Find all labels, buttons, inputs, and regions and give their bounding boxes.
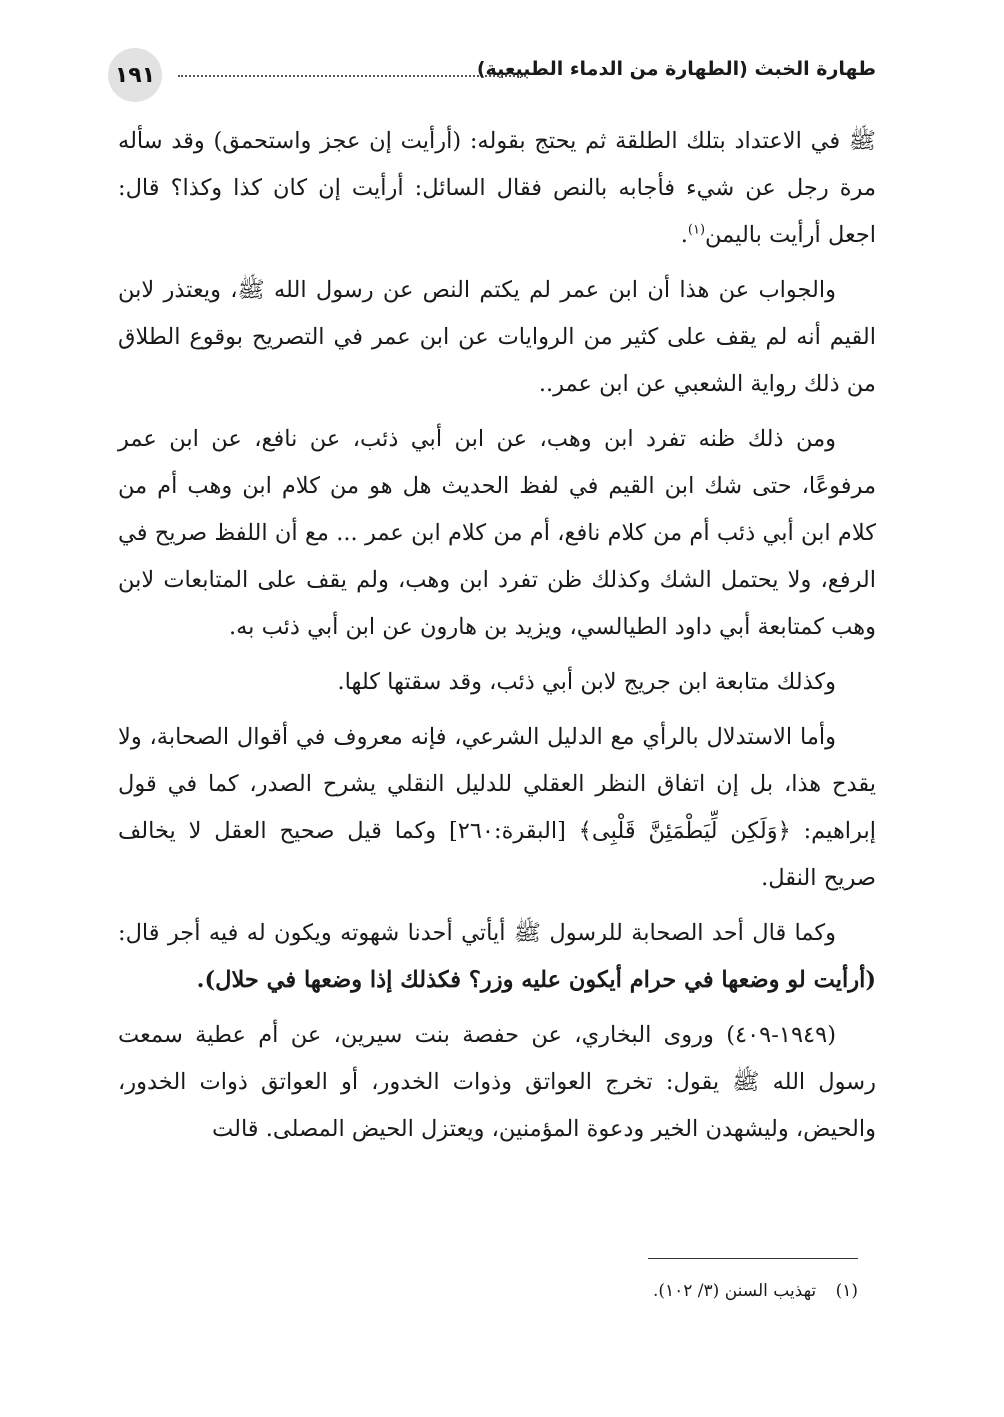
paragraph-text: وكذلك متابعة ابن جريج لابن أبي ذئب، وقد سقتها كلها. (337, 669, 836, 695)
paragraph-text: وكما قال أحد الصحابة للرسول ﷺ أيأتي أحدنا شهوته ويكون له فيه أجر قال: (118, 920, 836, 946)
footnote-reference[interactable]: (١) (687, 222, 706, 238)
paragraph-text: ﷺ في الاعتداد بتلك الطلقة ثم يحتج بقوله: (أرأيت إن عجز واستحمق) وقد سأله مرة رجل عن شيء فأجابه بالنص فقال السائل: أرأيت إن كان كذا وكذا؟ قال: اجعل أرأيت باليمن (118, 128, 876, 248)
footnote-divider (648, 1258, 858, 1259)
page-number: ١٩١ (108, 48, 162, 102)
paragraph-1 (118, 118, 876, 259)
footnote-mark: (١) (835, 1281, 858, 1301)
paragraph-7 (118, 1012, 876, 1153)
bold-quote: (أرأيت لو وضعها في حرام أيكون عليه وزر؟ فكذلك إذا وضعها في حلال). (196, 967, 876, 993)
paragraph-4 (118, 659, 876, 706)
body-text (118, 118, 876, 1161)
footnote (118, 1276, 858, 1306)
page-header (108, 40, 876, 100)
paragraph-2 (118, 267, 876, 408)
paragraph-3 (118, 416, 876, 651)
running-title: طهارة الخبث (الطهارة من الدماء الطبيعية) (476, 58, 876, 80)
paragraph-6 (118, 910, 876, 1004)
paragraph-tail: . (680, 222, 688, 248)
paragraph-5 (118, 714, 876, 902)
paragraph-text: ومن ذلك ظنه تفرد ابن وهب، عن ابن أبي ذئب، عن نافع، عن ابن عمر مرفوعًا، حتى شك ابن القيم في لفظ الحديث هل هو من كلام ابن وهب أم من كلام ابن أبي ذئب أم من كلام نافع، أم من كلام ابن عمر ... مع أن اللفظ صريح في الرفع، ولا يحتمل الشك وكذلك ظن تفرد ابن وهب، ولم يقف على المتابعات لابن وهب كمتابعة أبي داود الطيالسي، ويزيد بن هارون عن ابن أبي ذئب به. (118, 426, 876, 640)
paragraph-text: وأما الاستدلال بالرأي مع الدليل الشرعي، فإنه معروف في أقوال الصحابة، ولا يقدح هذا، بل إن اتفاق النظر العقلي للدليل النقلي يشرح الصدر، كما في قول إبراهيم: ﴿وَلَكِن لِّيَطْمَئِنَّ قَلْبِى﴾ [البقرة:٢٦٠] وكما قيل صحيح العقل لا يخالف صريح النقل. (118, 724, 876, 891)
footnote-text: تهذيب السنن (٣/ ١٠٢). (652, 1281, 817, 1301)
paragraph-text: (١٩٤٩-٤٠٩) وروى البخاري، عن حفصة بنت سيرين، عن أم عطية سمعت رسول الله ﷺ يقول: تخرج العواتق وذوات الخدور، أو العواتق ذوات الخدور، والحيض، وليشهدن الخير ودعوة المؤمنين، ويعتزل الحيض المصلى. قالت (118, 1022, 876, 1142)
dotted-leader (178, 75, 526, 77)
paragraph-text: والجواب عن هذا أن ابن عمر لم يكتم النص عن رسول الله ﷺ، ويعتذر لابن القيم أنه لم يقف على كثير من الروايات عن ابن عمر في التصريح بوقوع الطلاق من ذلك رواية الشعبي عن ابن عمر.. (118, 277, 876, 397)
